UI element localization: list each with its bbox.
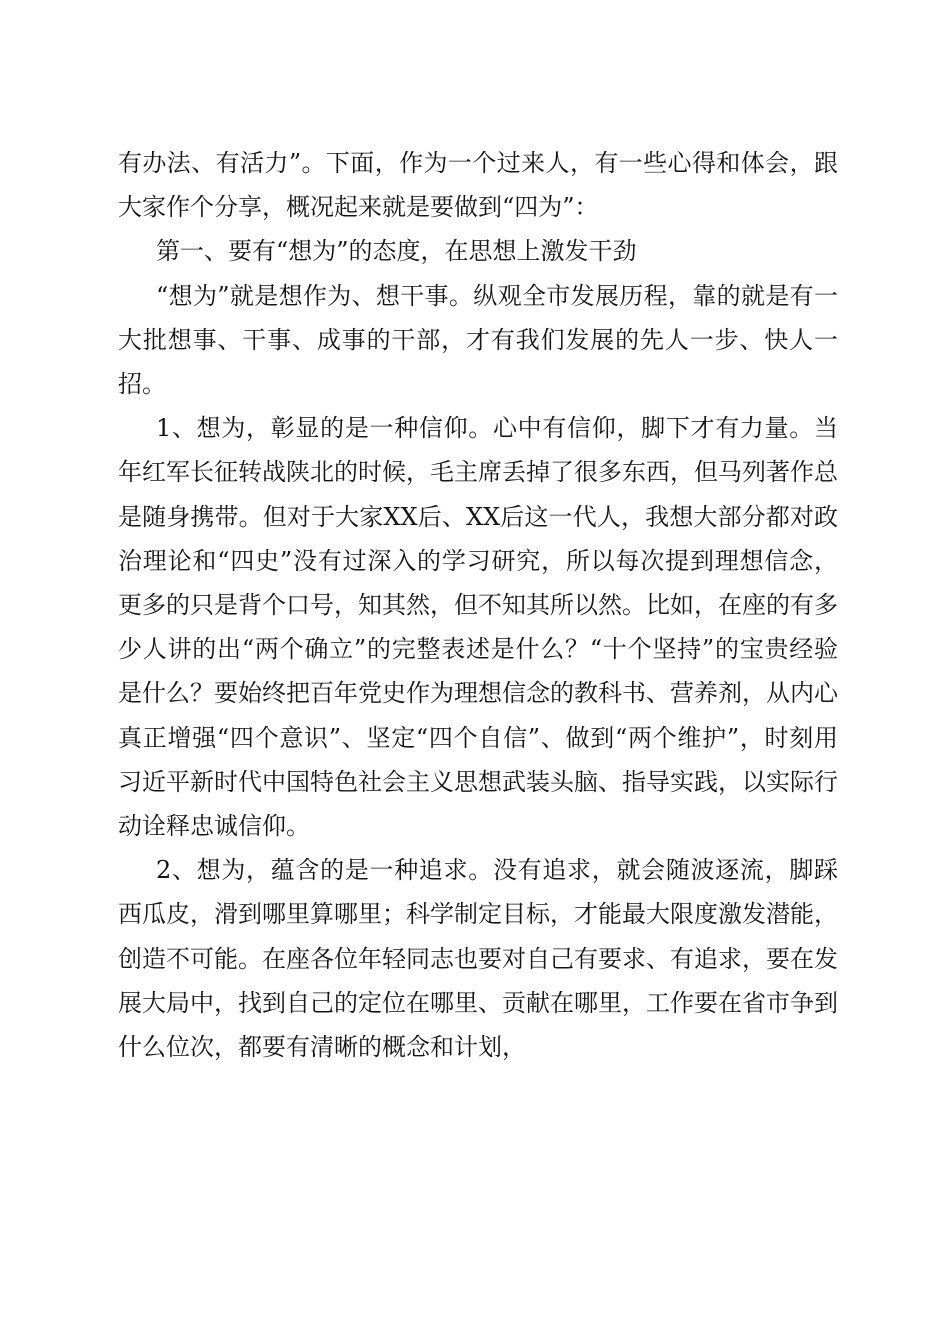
paragraph-intro: “想为”就是想作为、想干事。纵观全市发展历程，靠的就是有一大批想事、干事、成事的干部，才有我们发展的先人一步、快人一招。	[118, 281, 838, 399]
section-heading: 第一、要有“想为”的态度，在思想上激发干劲	[156, 237, 637, 266]
paragraph-point-1: 1、想为，彰显的是一种信仰。心中有信仰，脚下才有力量。当年红军长征转战陕北的时候，毛主席丢掉了很多东西，但马列著作总是随身携带。但对于大家XX后、XX后这一代人，我想大部分都对政治理论和“四史”没有过深入的学习研究，所以每次提到理想信念，更多的只是背个口号，知其然，但不知其所以然。比如，在座的有多少人讲的出“两个确立”的完整表述是什么？“十个坚持”的宝贵经验是什么？要始终把百年党史作为理想信念的教科书、营养剂，从内心真正增强“四个意识”、坚定“四个自信”、做到“两个维护”，时刻用习近平新时代中国特色社会主义思想武装头脑、指导实践，以实际行动诠释忠诚信仰。	[118, 414, 838, 841]
document-body	[118, 141, 838, 1069]
paragraph-point-2: 2、想为，蕴含的是一种追求。没有追求，就会随波逐流，脚踩西瓜皮，滑到哪里算哪里；科学制定目标，才能最大限度激发潜能，创造不可能。在座各位年轻同志也要对自己有要求、有追求，要在发展大局中，找到自己的定位在哪里、贡献在哪里，工作要在省市争到什么位次，都要有清晰的概念和计划，	[118, 856, 838, 1062]
paragraph-continuation: 有办法、有活力”。下面，作为一个过来人，有一些心得和体会，跟大家作个分享，概况起来就是要做到“四为”：	[118, 149, 838, 222]
